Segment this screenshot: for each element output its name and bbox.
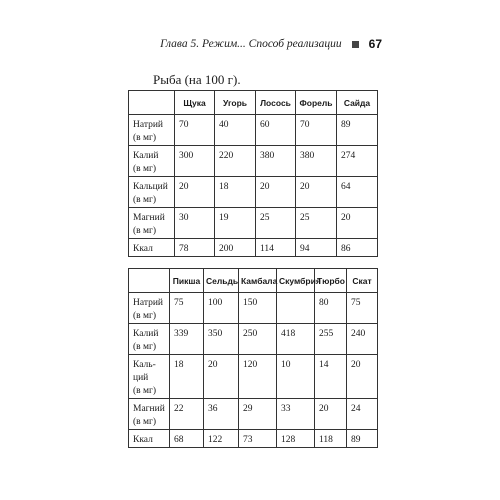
table-cell: 20: [175, 177, 215, 208]
table-cell: 114: [256, 239, 296, 257]
table-cell: 255: [315, 324, 347, 355]
table-cell: 70: [175, 115, 215, 146]
row-label: Магний (в мг): [129, 208, 175, 239]
table-cell: 30: [175, 208, 215, 239]
table-cell: 89: [347, 430, 378, 448]
table-header-row: [129, 269, 378, 293]
table-cell: 25: [296, 208, 337, 239]
table-cell: 68: [170, 430, 204, 448]
table-cell: 339: [170, 324, 204, 355]
table-row: [129, 115, 378, 146]
table-cell: 60: [256, 115, 296, 146]
row-label: Ккал: [129, 430, 170, 448]
fish-nutrition-table-2: [128, 268, 378, 448]
table-cell: 100: [204, 293, 239, 324]
table-cell: 86: [337, 239, 378, 257]
table-cell: 18: [215, 177, 256, 208]
table-cell: 274: [337, 146, 378, 177]
fish-nutrition-table-1: [128, 90, 378, 257]
column-header: Скат: [347, 269, 378, 293]
table-cell: 240: [347, 324, 378, 355]
table-cell: 20: [296, 177, 337, 208]
table-cell: 29: [239, 399, 277, 430]
running-header: [160, 37, 382, 51]
table-row: [129, 239, 378, 257]
table-cell: 380: [296, 146, 337, 177]
table-cell: 20: [347, 355, 378, 399]
table-row: [129, 208, 378, 239]
table-caption: Рыба (на 100 г).: [153, 72, 241, 87]
table-cell: 250: [239, 324, 277, 355]
table-cell: 14: [315, 355, 347, 399]
row-label: Калий (в мг): [129, 324, 170, 355]
row-label: Ккал: [129, 239, 175, 257]
table-corner-cell: [129, 269, 170, 293]
table-cell: 380: [256, 146, 296, 177]
row-label: Кальций (в мг): [129, 177, 175, 208]
column-header: Тюрбо: [315, 269, 347, 293]
table-cell: 80: [315, 293, 347, 324]
table-row: [129, 146, 378, 177]
table-cell: 10: [277, 355, 315, 399]
table-cell: 128: [277, 430, 315, 448]
row-label: Натрий (в мг): [129, 293, 170, 324]
table-cell: 120: [239, 355, 277, 399]
row-label: Натрий (в мг): [129, 115, 175, 146]
table-row: [129, 430, 378, 448]
table-cell: 33: [277, 399, 315, 430]
table-cell: 25: [256, 208, 296, 239]
table-corner-cell: [129, 91, 175, 115]
table-cell: 19: [215, 208, 256, 239]
column-header: Форель: [296, 91, 337, 115]
table-cell: 78: [175, 239, 215, 257]
table-row: [129, 399, 378, 430]
row-label: Калий (в мг): [129, 146, 175, 177]
table-row: [129, 177, 378, 208]
table-row: [129, 324, 378, 355]
row-label: Магний (в мг): [129, 399, 170, 430]
table-cell: 350: [204, 324, 239, 355]
table-cell: 75: [170, 293, 204, 324]
page-number: 67: [368, 37, 382, 51]
table-cell: 70: [296, 115, 337, 146]
table-cell: [277, 293, 315, 324]
table-cell: 36: [204, 399, 239, 430]
table-cell: 94: [296, 239, 337, 257]
column-header: Скумбрия: [277, 269, 315, 293]
table-cell: 75: [347, 293, 378, 324]
column-header: Угорь: [215, 91, 256, 115]
column-header: Пикша: [170, 269, 204, 293]
table-cell: 89: [337, 115, 378, 146]
table-cell: 200: [215, 239, 256, 257]
table-cell: 20: [204, 355, 239, 399]
column-header: Камбала: [239, 269, 277, 293]
table-cell: 118: [315, 430, 347, 448]
table-row: [129, 355, 378, 399]
column-header: Сельдь: [204, 269, 239, 293]
table-cell: 64: [337, 177, 378, 208]
table-header-row: [129, 91, 378, 115]
table-cell: 20: [337, 208, 378, 239]
table-cell: 73: [239, 430, 277, 448]
table-row: [129, 293, 378, 324]
table-cell: 150: [239, 293, 277, 324]
column-header: Лосось: [256, 91, 296, 115]
table-cell: 220: [215, 146, 256, 177]
table-cell: 24: [347, 399, 378, 430]
square-bullet-icon: [352, 41, 359, 48]
table-cell: 300: [175, 146, 215, 177]
table-cell: 18: [170, 355, 204, 399]
table-cell: 20: [315, 399, 347, 430]
column-header: Щука: [175, 91, 215, 115]
running-title: Глава 5. Режим... Способ реализации: [160, 38, 342, 50]
table-cell: 40: [215, 115, 256, 146]
table-cell: 122: [204, 430, 239, 448]
table-cell: 418: [277, 324, 315, 355]
column-header: Сайда: [337, 91, 378, 115]
row-label: Каль- ций (в мг): [129, 355, 170, 399]
table-cell: 22: [170, 399, 204, 430]
table-cell: 20: [256, 177, 296, 208]
